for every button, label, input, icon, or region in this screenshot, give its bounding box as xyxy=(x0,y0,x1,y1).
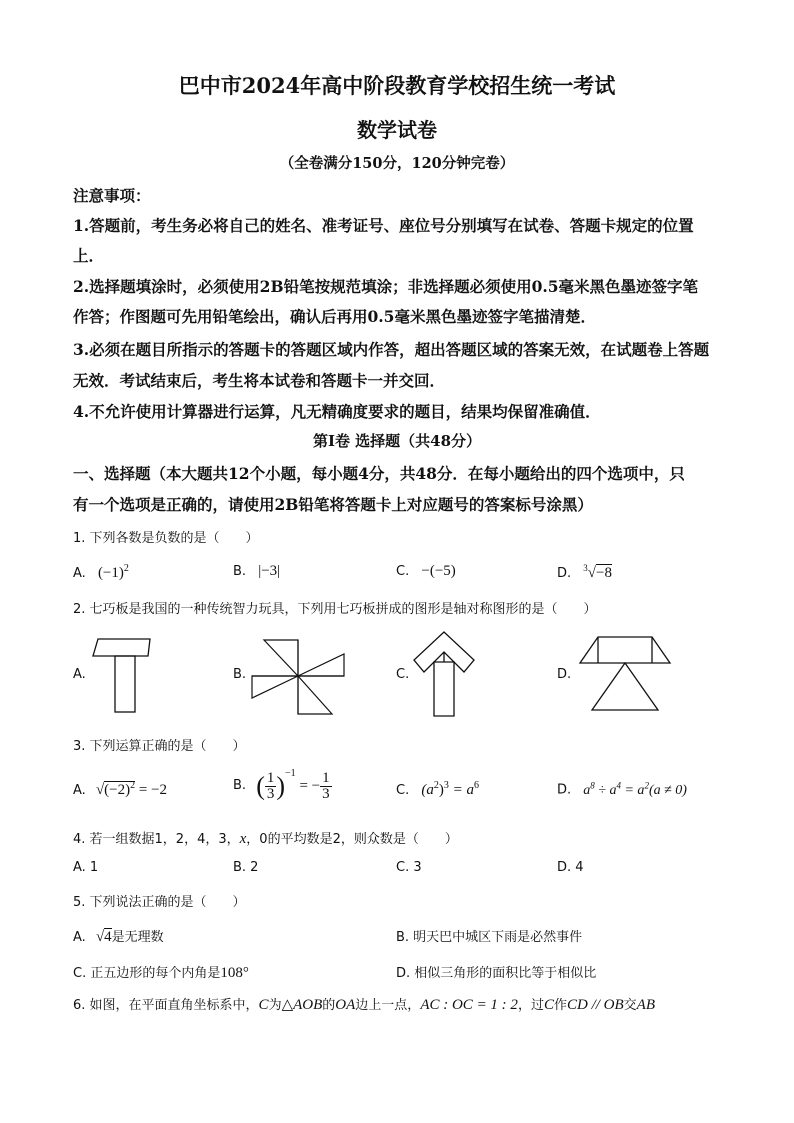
question-5-stem: 5. 下列说法正确的是（ ） xyxy=(73,895,246,910)
section-intro: 有一个选项是正确的，请使用2B铅笔将答题卡上对应题号的答案标号涂黑） xyxy=(73,495,593,514)
q2-figure-b xyxy=(250,636,346,718)
q2-figure-a xyxy=(90,638,156,714)
note-line: 作答；作图题可先用铅笔绘出，确认后再用0.5毫米黑色墨迹签字笔描清楚． xyxy=(73,307,596,326)
q1-option-a[interactable]: A. $(-1)^2$ xyxy=(73,563,129,581)
q3-c-math: $(a^2)^3 = a^6$ xyxy=(421,780,479,798)
q3-option-b[interactable]: B. ( $\frac{1}{3}$ )$^{-1}$ = − $\frac{1}{3}$ xyxy=(233,768,330,803)
notes-heading: 注意事项： xyxy=(73,186,151,205)
question-6-stem: 6. 如图，在平面直角坐标系中，C为△AOB的OA边上一点，AC : OC = 1 : 2，过C作CD // OB交AB xyxy=(73,997,655,1013)
note-line: 3.必须在题目所指示的答题卡的答题区域内作答，超出答题区域的答案无效，在试题卷上答题 xyxy=(73,340,710,359)
q1-d-math: $^3$√−8 xyxy=(583,563,612,581)
exam-title: 巴中市2024年高中阶段教育学校招生统一考试 xyxy=(178,73,616,98)
part-title: 第Ⅰ卷 选择题（共48分） xyxy=(312,432,482,450)
note-line: 4.不允许使用计算器进行运算，凡无精确度要求的题目，结果均保留准确值． xyxy=(73,402,601,421)
q3-option-c[interactable]: C. $(a^2)^3 = a^6$ xyxy=(396,780,479,798)
q3-a-math: $√(-2)^2 = -2$ xyxy=(95,780,168,798)
q2-option-a-label[interactable]: A. xyxy=(73,667,86,682)
question-4-stem: 4. 若一组数据1，2，4，3，x，0的平均数是2，则众数是（ ） xyxy=(73,831,458,847)
q3-d-math: $a^8 \div a^4 = a^2(a \ne 0)$ xyxy=(583,780,687,798)
q5-option-b[interactable]: B. 明天巴中城区下雨是必然事件 xyxy=(396,930,583,945)
q4-option-a[interactable]: A. 1 xyxy=(73,860,99,875)
section-intro: 一、选择题（本大题共12个小题，每小题4分，共48分．在每小题给出的四个选项中，只 xyxy=(73,464,685,483)
q4-option-d[interactable]: D. 4 xyxy=(557,860,584,875)
exam-subtitle: 数学试卷 xyxy=(357,118,437,142)
score-note: （全卷满分150分，120分钟完卷） xyxy=(279,155,515,172)
q2-option-c-label[interactable]: C. xyxy=(396,667,410,682)
q5-option-c[interactable]: C. 正五边形的每个内角是108° xyxy=(73,965,249,981)
note-line: 无效．考试结束后，考生将本试卷和答题卡一并交回． xyxy=(73,371,446,390)
q1-c-math: −(−5) xyxy=(421,563,456,579)
q1-option-c[interactable]: C. −(−5) xyxy=(396,563,456,579)
question-1-stem: 1. 下列各数是负数的是（ ） xyxy=(73,531,259,546)
q4-option-c[interactable]: C. 3 xyxy=(396,860,422,875)
q3-b-math: ( $\frac{1}{3}$ )$^{-1}$ = − $\frac{1}{3}$ xyxy=(256,768,330,803)
q4-option-b[interactable]: B. 2 xyxy=(233,860,259,875)
question-3-stem: 3. 下列运算正确的是（ ） xyxy=(73,739,246,754)
q5-option-d[interactable]: D. 相似三角形的面积比等于相似比 xyxy=(396,966,597,981)
note-line: 上． xyxy=(73,246,105,265)
q5-option-a[interactable]: A. √4是无理数 xyxy=(73,929,164,945)
q1-option-b[interactable]: B. |−3| xyxy=(233,563,281,579)
q3-option-a[interactable]: A. $√(-2)^2 = -2$ xyxy=(73,780,168,798)
q5-a-math: √4 xyxy=(95,929,112,945)
q2-figure-d xyxy=(578,634,672,714)
question-2-stem: 2. 七巧板是我国的一种传统智力玩具，下列用七巧板拼成的图形是轴对称图形的是（ ） xyxy=(73,602,597,617)
note-line: 1.答题前，考生务必将自己的姓名、准考证号、座位号分别填写在试卷、答题卡规定的位置 xyxy=(73,216,694,235)
q1-a-math: $(-1)^2$ xyxy=(97,563,129,581)
q1-option-d[interactable]: D. $^3$√−8 xyxy=(557,563,612,581)
q3-option-d[interactable]: D. $a^8 \div a^4 = a^2(a \ne 0)$ xyxy=(557,780,687,798)
q2-figure-c xyxy=(412,630,476,718)
note-line: 2.选择题填涂时，必须使用2B铅笔按规范填涂；非选择题必须使用0.5毫米黑色墨迹签字笔 xyxy=(73,277,699,296)
q1-b-math: |−3| xyxy=(258,563,281,579)
q2-option-d-label[interactable]: D. xyxy=(557,667,572,682)
q2-option-b-label[interactable]: B. xyxy=(233,667,247,682)
